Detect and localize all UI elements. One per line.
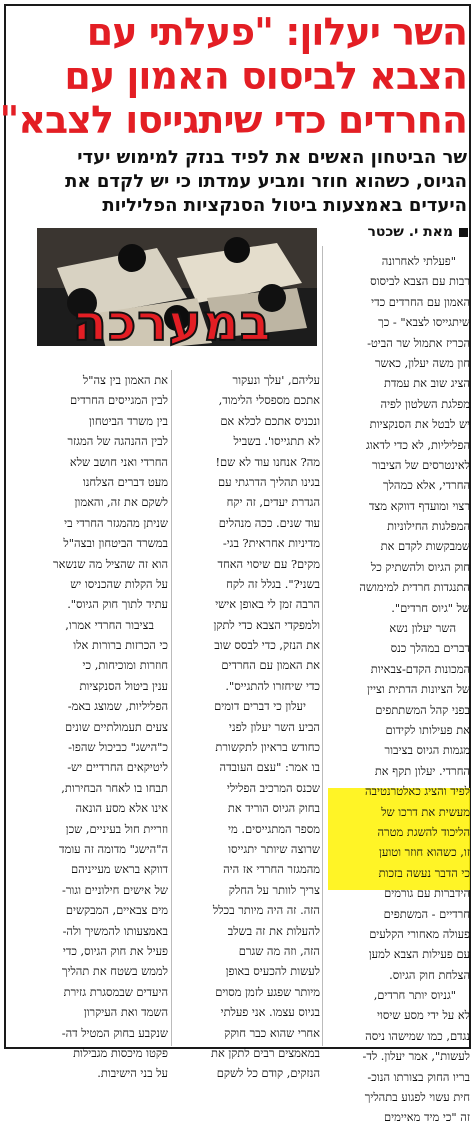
article-text-line: כדי שיחזרו להתגייס". [225, 678, 320, 693]
article-text-line: אינו אלא מסע הונאה [75, 801, 168, 816]
article-text-line: לא תתגייסו'. בשביל [233, 434, 320, 449]
article-text-line: לבין ההנהגה של המגזר [67, 434, 168, 449]
headline-line: החרדים כדי שיתגייסו לצבא" [0, 98, 467, 142]
article-text-line: אחרי שהוא כבר חוקק [224, 1025, 320, 1040]
article-text-line: חון משה יעלון, כאשר [374, 355, 470, 370]
article-text-line: כחודש בראיון לתקשורת [215, 740, 320, 755]
column-divider [171, 370, 172, 1046]
article-text-line: עוד שנים. ככה מנהלים [218, 515, 320, 530]
article-text-line: בגינו תהליך הדרגתי עם [218, 474, 320, 489]
subhead-line: הגיוס, כשהוא חוזר ומביע עמדתו כי יש לקדם את [65, 171, 467, 192]
article-text-line: שיתגייסו לצבא" - כך [378, 315, 470, 330]
article-text-line: לעשות", אמר יעלון. לד- [362, 1049, 470, 1064]
article-text-line: שכנס המרכיב הפלילי [226, 780, 320, 795]
article-text-line: של הציונות הדתית וציין [367, 682, 470, 697]
article-text-line: את פעילותו לקידום [385, 722, 470, 737]
article-text-line: ענין ביטול הסנקציות [79, 678, 168, 693]
article-text-line: רבות עם הצבא לביסוס [370, 274, 470, 289]
article-text-line: עליהם, 'עלך ונעקור [232, 373, 320, 387]
byline [316, 224, 468, 240]
article-text-line: ה"הישג" מדומה זה עומד [58, 841, 168, 856]
article-text-line: שניתן מהמגזר החרדי בי [64, 515, 168, 530]
article-text-line: לשקם את זה, והאמון [74, 495, 168, 510]
article-text-line: מקים? עם שיסוי האחד [217, 556, 320, 571]
article-text-line: נגדם, כמו שמישהו ניסה [365, 1028, 470, 1043]
article-frame [0, 4, 471, 1125]
article-text-line: לא על ידי מסע שיסוי [377, 1008, 470, 1023]
article-text-line: בריו החוק בצורתו הנוכ- [367, 1069, 470, 1084]
article-text-line: הזה. זה היה מיותר בכלל [212, 903, 320, 918]
article-text-line: שנקבע בחוק המטיל דה- [61, 1025, 168, 1040]
article-text-line: מה? אנחנו עוד לא שם! [215, 454, 320, 469]
article-text-line: החרדי ואני חושב שלא [69, 454, 168, 469]
article-text-line: לפיד והציג כאלטרנטיבה [364, 784, 470, 799]
article-text-line: בין משרד הביטחון [89, 413, 168, 428]
article-subhead [14, 146, 467, 218]
article-text-line: של "גיוס חרדים". [391, 600, 470, 615]
article-text-line: הכריז אתמול שר הביט- [367, 335, 470, 350]
article-text-line: את הנזק, כדי לבסס שוב [214, 638, 320, 653]
bullet-square-icon [459, 228, 468, 237]
article-text-line: המפלגות החילוניות [387, 519, 470, 534]
article-text-line: בציבור החרדי אמרו, [65, 617, 154, 632]
article-text-line: זה "כי מיד מאיימים [383, 1110, 470, 1125]
article-text-line: במאמצים רבים לתקן את [211, 1045, 320, 1060]
article-text-line: מים צבאיים, המבקשים [65, 903, 168, 918]
article-text-line: מיותר שפגע לזמן מסוים [215, 984, 320, 999]
article-text-line: הידברות עם גורמים [384, 886, 470, 901]
article-text-line: בשני?". בגלל זה לקח [226, 576, 320, 591]
article-text-line: על בני הישיבות. [97, 1066, 168, 1081]
article-text-line: מדיניות אחראית? בגי- [222, 536, 320, 551]
article-text-line: פעיל את חוק הגיוס, כדי [62, 943, 168, 958]
article-text-line: ונכניס אתכם לכלא אם [220, 413, 320, 428]
article-text-line: הפליליות, לא כדי לדאוג [365, 437, 470, 452]
article-text-line: שרוצה שיותר יתגייסו [228, 841, 320, 856]
article-text-line: עם פעילות הצבא למען [368, 947, 470, 962]
article-text-line: לבין המגייסים החרדים [69, 393, 168, 408]
article-text-line: דברים במהלך כנס [390, 641, 470, 656]
article-text-line: השמד ואת העיקרון [83, 1005, 168, 1020]
article-text-line: השר יעלון נשא [389, 621, 456, 636]
article-text-line: בחוק הגיוס הוריד את [227, 801, 320, 816]
article-text-line: חית עשוי לפגוע בתהליך [364, 1090, 470, 1105]
article-text-line: הפליליות, שמוצג באמ- [67, 699, 168, 714]
article-text-line: ליטיקאים החרדיים יש- [67, 760, 168, 775]
article-text-line: לממש בשטח את תהליך [61, 964, 168, 979]
article-column-right [328, 251, 470, 1125]
article-text-line: ולמפקדי הצבא כדי לתקן [213, 617, 320, 632]
article-text-line: של אישים חילוניים וגור- [61, 882, 168, 897]
article-text-line: באמצעותו להמשיך ולה- [62, 923, 168, 938]
article-text-line: החרדי. יעלון תקף את [374, 763, 470, 778]
article-text-line: כי הדבר נעשה בזכות [378, 865, 470, 880]
article-text-line: על הקלות שהכניסו יש [70, 576, 168, 591]
article-text-line: המכונות הקדם-צבאיות [370, 661, 470, 676]
article-text-line: מפלגת השלטון לפיה [380, 396, 470, 411]
article-text-line: הזה, וזה מה שגרם [238, 943, 320, 958]
headline-line: השר יעלון: "פעלתי עם [86, 10, 467, 54]
article-column-left [16, 370, 168, 1081]
article-text-line: "פעלתי לאחרונה [381, 254, 456, 268]
article-text-line: דווקא בראש מעייניהם [71, 862, 168, 877]
article-text-line: אתכם מספסלי הלימוד, [218, 393, 320, 408]
article-text-line: שמבקשות לקדם את [380, 539, 470, 554]
article-text-line: במשרד הביטחון ובצה"ל [63, 536, 168, 551]
article-text-line: הציג שוב את עמדת [383, 376, 470, 391]
article-text-line: מספר המתגייסים. מי [228, 821, 320, 836]
article-text-line: "גניוס יותר חרדים, [373, 988, 456, 1003]
article-text-line: בפני קהל המשתתפים [375, 702, 470, 717]
article-text-line: הוא זה שהציל מה שנשאר [53, 556, 168, 571]
article-text-line: התנגדות חרדית למימושה [359, 580, 470, 595]
article-text-line: עתיד לתוך חוק הגיוס". [67, 597, 168, 612]
article-text-line: היעדים שבמסגרת גזירת [63, 984, 168, 999]
article-text-line: בגיוס עצמו. אני פעלתי [220, 1005, 320, 1020]
article-text-line: חוזרות ומוכיחות, כי [82, 658, 168, 673]
article-text-line: הגדרת יעדים, זה יקח [226, 495, 320, 510]
subhead-line: היעדים באמצעות ביטול הסנקציות הפליליות [102, 195, 467, 216]
article-text-line: בו אמר: "עצם העובדה [219, 760, 320, 775]
article-text-line: כי הכרזות ברורות אלו [73, 638, 168, 653]
article-text-line: האמון עם החרדים כדי [371, 294, 470, 309]
article-text-line: לעשות להכעיס באופן [225, 964, 320, 979]
article-text-line: מעשית את דרכו של [381, 804, 470, 819]
article-text-line: הצלחת חוק הגיוס. [389, 967, 470, 982]
article-text-line: צריך לוותר על החלק [228, 882, 320, 897]
article-text-line: כ"הישג" כביכול שהפו- [68, 740, 168, 755]
article-text-line: רצוי ומועדף דווקא מצד [368, 498, 470, 513]
article-column-middle [176, 370, 320, 1081]
article-text-line: פקטו מיכסות מגבילות [73, 1045, 168, 1060]
article-text-line: החרדי, אלא כמהלך [382, 478, 470, 493]
article-text-line: הנזקים, קודם כל לשקם [216, 1066, 320, 1081]
article-text-line: להעלות את זה בשלב [227, 923, 320, 938]
headline-line: הצבא לביסוס האמון עם [64, 54, 467, 98]
article-text-line: הביע השר יעלון לפני [228, 719, 320, 734]
byline-text: מאת י. שכטר [367, 224, 453, 240]
article-headline [0, 10, 467, 142]
article-text-line: מגמות הגיוס בציבור [384, 743, 470, 758]
article-text-line: זו, כשהוא חוזר וטוען [379, 845, 470, 860]
article-text-line: צעים תעמולתיים שונים [65, 719, 168, 734]
article-text-line: וזריית חול בעיניים, שכן [65, 821, 168, 836]
article-text-line: מהמגזר החרדי אז היה [223, 862, 320, 877]
article-text-line: הרבה זמן לי באופן אישי [215, 597, 320, 612]
column-divider [322, 246, 323, 1046]
article-text-line: פעולה מאחורי הקלעים [369, 926, 470, 941]
photo-caption-label: במערכה [72, 294, 272, 352]
subhead-line: שר הביטחון האשים את לפיד בנזק למימוש יעדי [77, 147, 467, 168]
article-text-line: מעט דברים הצלחנו [82, 474, 168, 489]
article-text-line: חוק הגיוס ולהשתיק כל [370, 559, 470, 574]
article-text-line: את האמון עם החרדים [221, 658, 320, 673]
article-text-line: יש לבטל את הסנקציות [369, 417, 470, 432]
article-photo [37, 228, 317, 368]
article-text-line: חרדיים - המשתפים [383, 906, 470, 921]
article-text-line: תבחו בו לאחר הבחירות, [61, 780, 168, 795]
article-text-line: לאינטרסים של הציבור [371, 457, 470, 472]
article-text-line: את האמון בין צה"ל [82, 373, 168, 387]
article-text-line: הליכוד להשגת מטרה [377, 824, 470, 839]
article-text-line: יעלון כי דברים דומים [214, 699, 306, 714]
